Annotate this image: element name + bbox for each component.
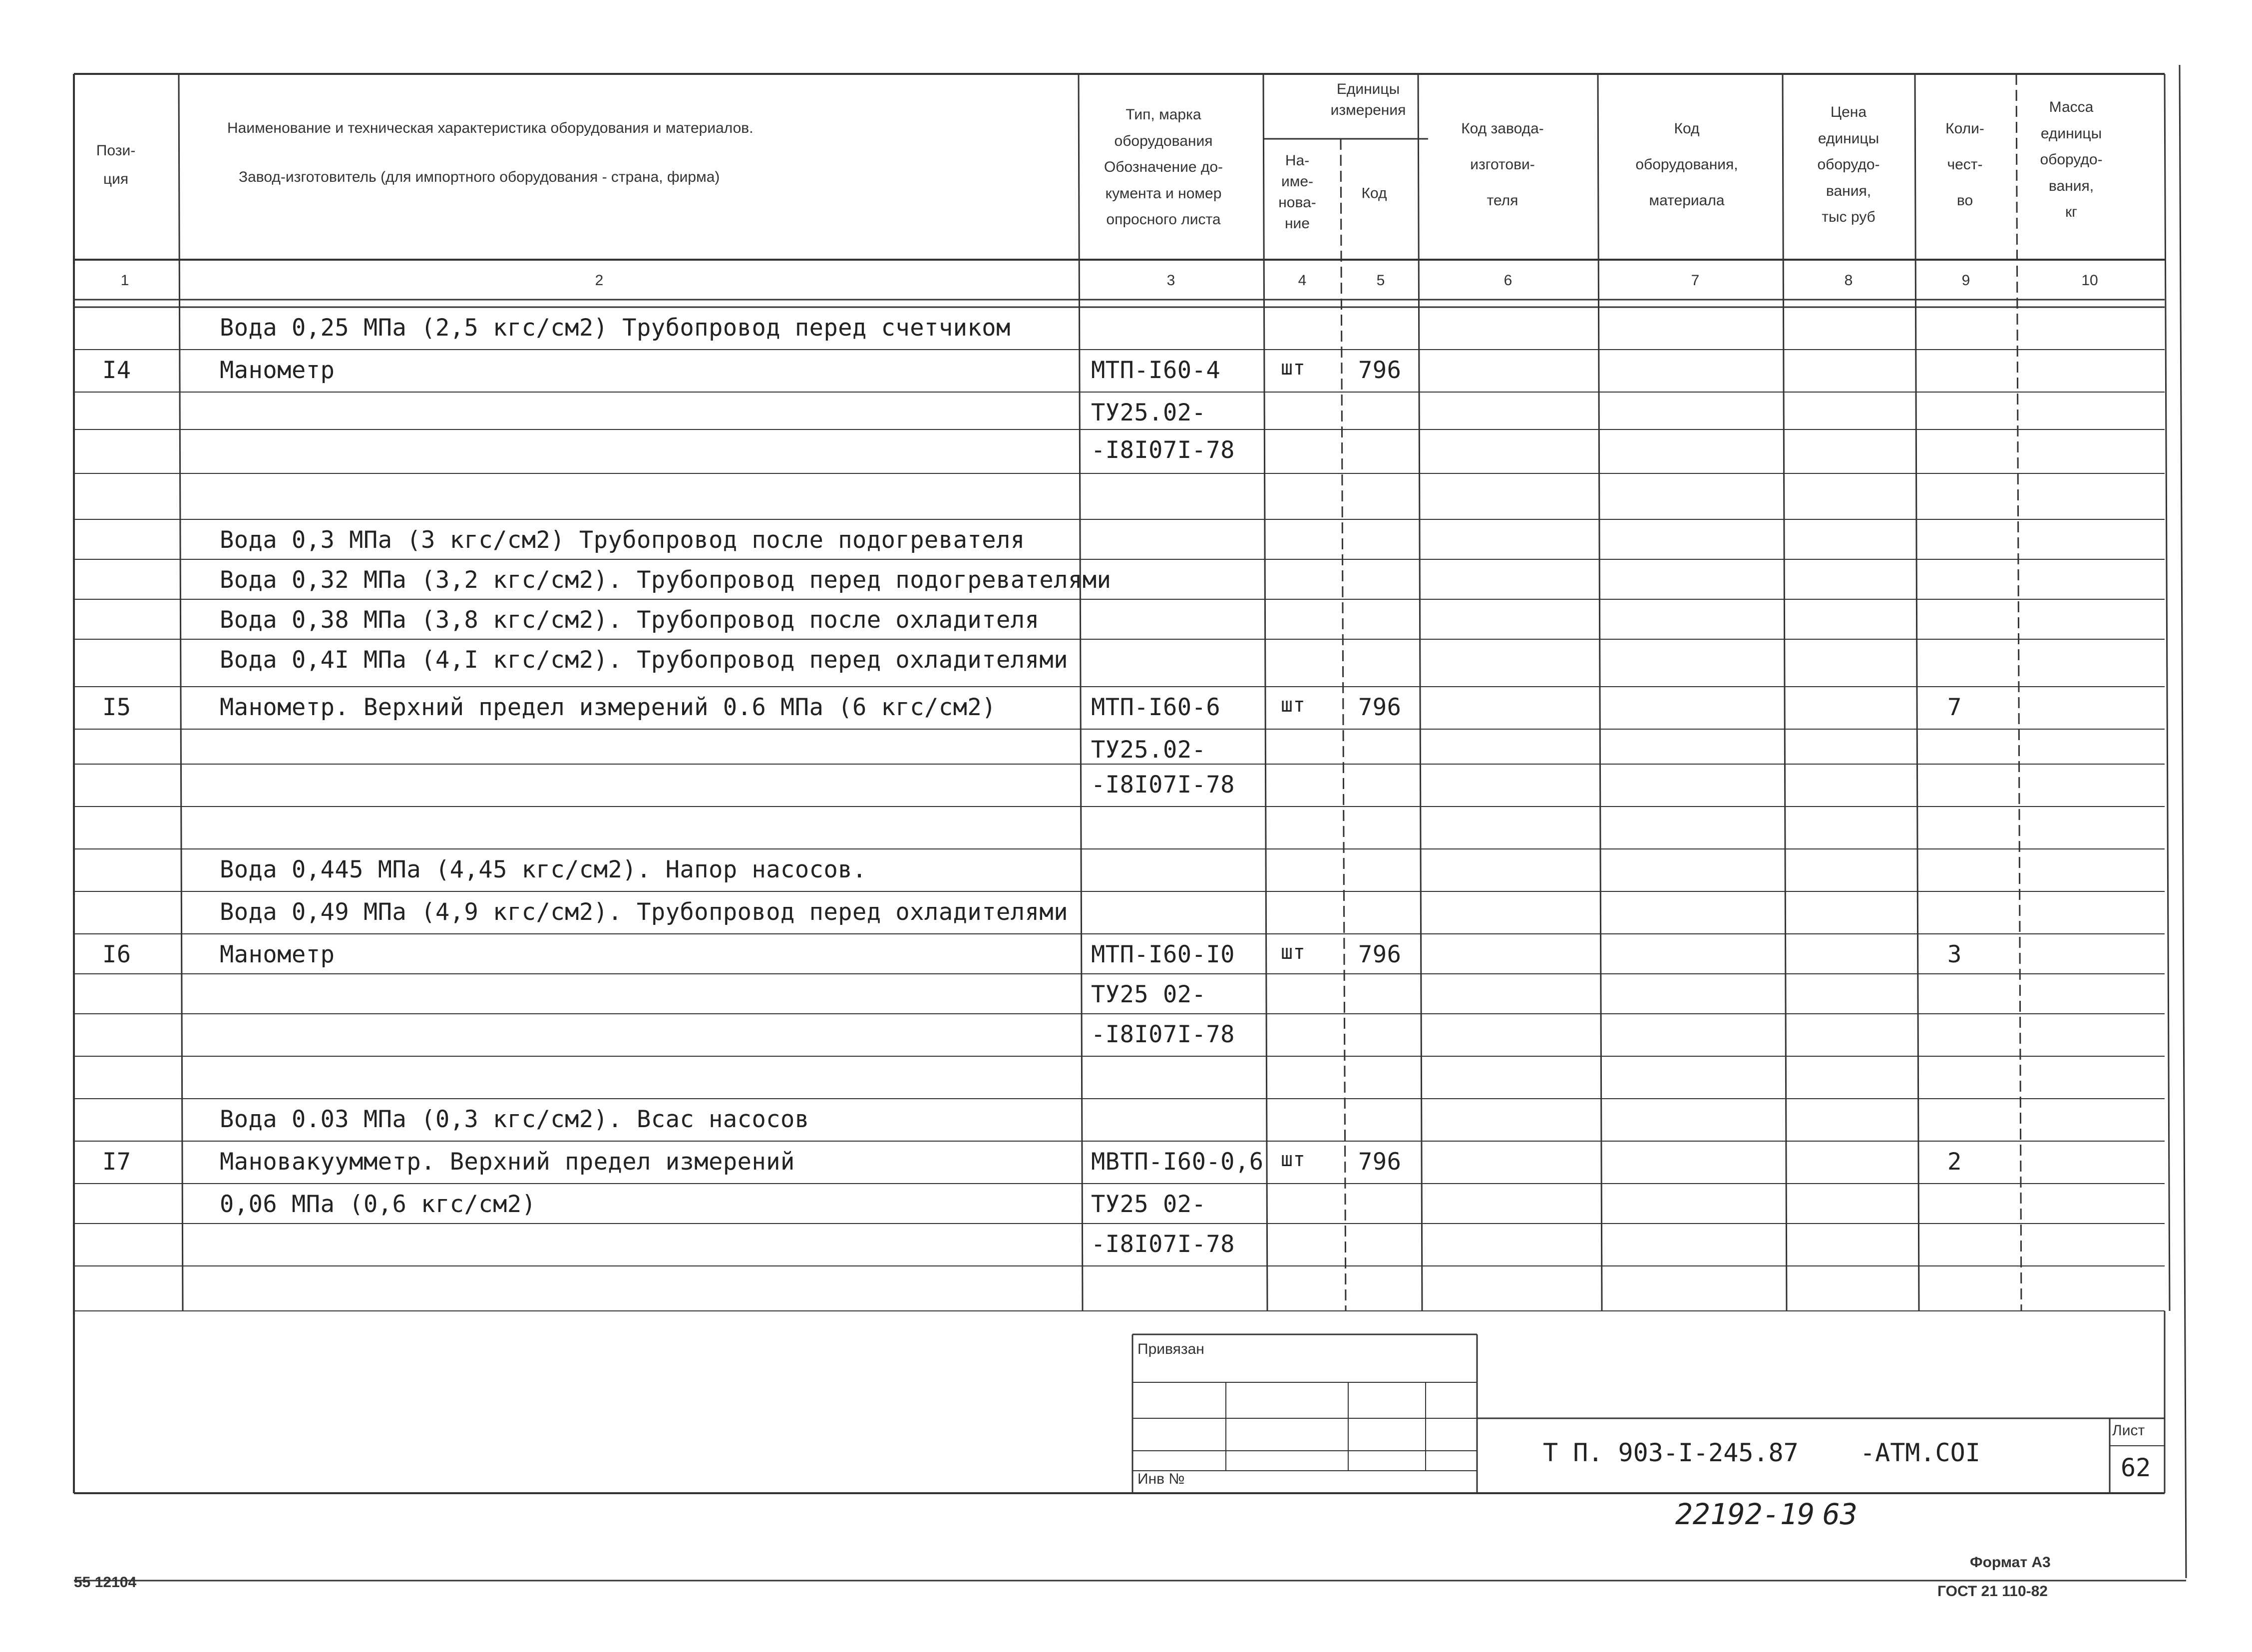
position-cell: I7 [102, 1148, 131, 1176]
header-name-line2: Завод-изготовитель (для импортного оборудования - страна, фирма) [239, 169, 720, 185]
unit-code-cell: 796 [1358, 941, 1402, 968]
name-cell: Вода 0,4I МПа (4,I кгс/см2). Трубопровод перед охладителями [220, 646, 1068, 674]
gost-label: ГОСТ 21 110-82 [1937, 1583, 2048, 1600]
name-cell: Вода 0.03 МПа (0,3 кгс/см2). Всас насосов [220, 1106, 809, 1133]
column-number: 6 [1503, 272, 1512, 289]
unit-code-cell: 796 [1358, 1148, 1402, 1176]
column-number: 10 [2081, 272, 2098, 289]
document-code-suffix: -АТМ.СОI [1860, 1438, 1980, 1467]
name-cell: Вода 0,32 МПа (3,2 кгс/см2). Трубопровод перед подогревателями [220, 566, 1112, 594]
header-units: Единицы измерения [1330, 81, 1406, 118]
type-cell: ТУ25.02- [1091, 399, 1206, 426]
quantity-cell: 3 [1947, 941, 1962, 968]
column-number: 4 [1298, 272, 1307, 289]
position-cell: I6 [102, 941, 131, 968]
type-cell: ТУ25.02- [1091, 736, 1206, 764]
col-line [2165, 74, 2170, 1311]
sheet-number: 62 [2121, 1453, 2151, 1482]
column-number: 7 [1691, 272, 1700, 289]
header-mass: Масса единицы оборудо- вания, кг [2040, 98, 2103, 220]
header-quantity: Коли- чест- во [1945, 120, 1984, 209]
sheet-label: Лист [2112, 1422, 2145, 1439]
name-cell: Вода 0,3 МПа (3 кгс/см2) Трубопровод после подогревателя [220, 526, 1025, 554]
column-number: 1 [120, 272, 129, 289]
col-line [1341, 139, 1346, 1311]
header-price: Цена единицы оборудо- вания, тыс руб [1817, 103, 1880, 225]
format-label: Формат А3 [1970, 1554, 2051, 1571]
type-cell: -I8I07I-78 [1091, 771, 1235, 799]
column-number: 3 [1166, 272, 1175, 289]
column-number: 5 [1376, 272, 1385, 289]
footer-code: 55 12104 [74, 1574, 137, 1591]
column-number: 8 [1844, 272, 1853, 289]
header-unit-code: Код [1361, 185, 1387, 202]
inventory-number-label: Инв № [1137, 1471, 1185, 1487]
column-number: 2 [595, 272, 604, 289]
type-cell: МТП-I60-6 [1091, 694, 1221, 721]
unit-name-cell: шт [1281, 941, 1306, 964]
header-position: Пози- ция [96, 142, 136, 187]
handwritten-registration: 22192-19 [1675, 1497, 1815, 1531]
position-cell: I4 [102, 357, 131, 384]
column-number: 9 [1961, 272, 1970, 289]
name-cell: Мановакуумметр. Верхний предел измерений [220, 1148, 795, 1176]
unit-code-cell: 796 [1358, 357, 1402, 384]
name-cell: Вода 0,445 МПа (4,45 кгс/см2). Напор насосов. [220, 856, 867, 883]
header-unit-name: На- име- нова- ние [1278, 152, 1316, 232]
type-cell: МВТП-I60-0,6 [1091, 1148, 1264, 1176]
document-code: Т П. 903-I-245.87 [1543, 1438, 1799, 1467]
name-cell: Вода 0,25 МПа (2,5 кгс/см2) Трубопровод перед счетчиком [220, 314, 1011, 342]
name-cell: Вода 0,49 МПа (4,9 кгс/см2). Трубопровод перед охладителями [220, 898, 1068, 926]
type-cell: ТУ25 02- [1091, 981, 1206, 1008]
header-type: Тип, марка оборудования Обозначение до- кумента и номер опросного листа [1104, 106, 1223, 228]
type-cell: МТП-I60-I0 [1091, 941, 1235, 968]
quantity-cell: 7 [1947, 694, 1962, 721]
header-name-line1: Наименование и техническая характеристика оборудования и материалов. [227, 120, 753, 136]
name-cell: Манометр. Верхний предел измерений 0.6 МПа (6 кгс/см2) [220, 694, 997, 721]
position-cell: I5 [102, 694, 131, 721]
quantity-cell: 2 [1947, 1148, 1962, 1176]
name-cell: 0,06 МПа (0,6 кгс/см2) [220, 1191, 536, 1218]
header-factory-code: Код завода- изготови- теля [1461, 120, 1544, 209]
type-cell: -I8I07I-78 [1091, 1231, 1235, 1258]
unit-code-cell: 796 [1358, 694, 1402, 721]
privyazan-label: Привязан [1137, 1341, 1204, 1357]
unit-name-cell: шт [1281, 357, 1306, 380]
unit-name-cell: шт [1281, 1148, 1306, 1171]
type-cell: -I8I07I-78 [1091, 436, 1235, 464]
name-cell: Манометр [220, 357, 335, 384]
handwritten-page: 63 [1823, 1497, 1858, 1531]
type-cell: -I8I07I-78 [1091, 1021, 1235, 1048]
name-cell: Манометр [220, 941, 335, 968]
type-cell: ТУ25 02- [1091, 1191, 1206, 1218]
unit-name-cell: шт [1281, 694, 1306, 717]
header-equipment-code: Код оборудования, материала [1635, 120, 1738, 209]
type-cell: МТП-I60-4 [1091, 357, 1221, 384]
frame-right [2180, 65, 2186, 1578]
name-cell: Вода 0,38 МПа (3,8 кгс/см2). Трубопровод после охладителя [220, 606, 1040, 634]
